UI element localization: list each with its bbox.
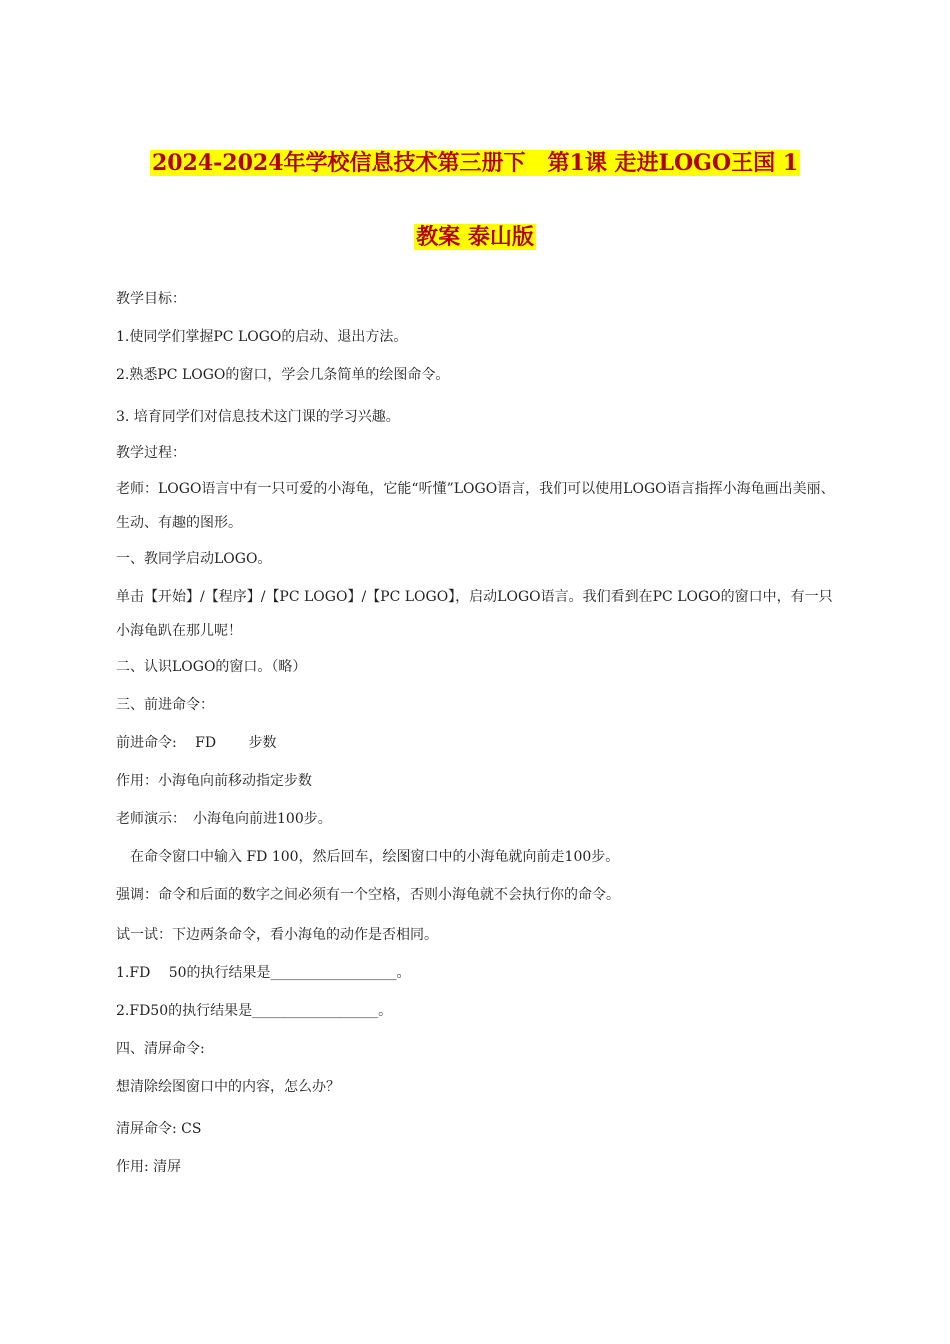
paragraph-teacher-intro: 老师：LOGO语言中有一只可爱的小海龟，它能“听懂”LOGO语言，我们可以使用LOGO语言指挥小海龟画出美丽、生动、有趣的图形。 (116, 481, 835, 531)
paragraph-goal-1: 1.使同学们掌握PC LOGO的启动、退出方法。 (116, 329, 408, 345)
title-highlight-1: 2024-2024年学校信息技术第三册下 第1课 走进LOGO王国 1 (151, 150, 799, 176)
paragraph-exercise-2: 2.FD50的执行结果是__________________。 (116, 1003, 393, 1019)
paragraph-teaching-goals-heading: 教学目标： (116, 291, 186, 307)
paragraph-try-it: 试一试：下边两条命令，看小海龟的动作是否相同。 (116, 927, 438, 943)
paragraph-process-heading: 教学过程： (116, 445, 186, 461)
paragraph-start-logo: 单击【开始】/【程序】/【PC LOGO】/【PC LOGO】，启动LOGO语言。我们看到在PC LOGO的窗口中，有一只小海龟趴在那儿呢！ (116, 589, 833, 639)
paragraph-teacher-demo: 老师演示： 小海龟向前进100步。 (116, 811, 332, 827)
paragraph-emphasis: 强调：命令和后面的数字之间必须有一个空格，否则小海龟就不会执行你的命令。 (116, 887, 620, 903)
paragraph-section-3: 三、前进命令： (116, 697, 214, 713)
paragraph-cs-effect: 作用: 清屏 (116, 1159, 182, 1175)
title-highlight-2: 教案 泰山版 (416, 224, 534, 250)
document-title-line-1 (0, 148, 950, 178)
paragraph-demo-instruction: 在命令窗口中输入 FD 100，然后回车，绘图窗口中的小海龟就向前走100步。 (130, 849, 620, 865)
paragraph-exercise-1: 1.FD 50的执行结果是__________________。 (116, 965, 411, 981)
document-title-line-2 (0, 222, 950, 252)
paragraph-section-1: 一、教同学启动LOGO。 (116, 551, 272, 567)
paragraph-clear-question: 想清除绘图窗口中的内容，怎么办？ (116, 1079, 340, 1095)
paragraph-section-4: 四、清屏命令: (116, 1041, 205, 1057)
paragraph-fd-effect: 作用：小海龟向前移动指定步数 (116, 773, 312, 789)
paragraph-cs-command: 清屏命令: CS (116, 1121, 202, 1137)
paragraph-section-2: 二、认识LOGO的窗口。（略） (116, 659, 307, 675)
paragraph-goal-2: 2.熟悉PC LOGO的窗口，学会几条简单的绘图命令。 (116, 367, 450, 383)
paragraph-fd-command: 前进命令: FD 步数 (116, 735, 277, 751)
document-body (116, 286, 838, 1192)
paragraph-goal-3: 3. 培育同学们对信息技术这门课的学习兴趣。 (116, 409, 400, 425)
